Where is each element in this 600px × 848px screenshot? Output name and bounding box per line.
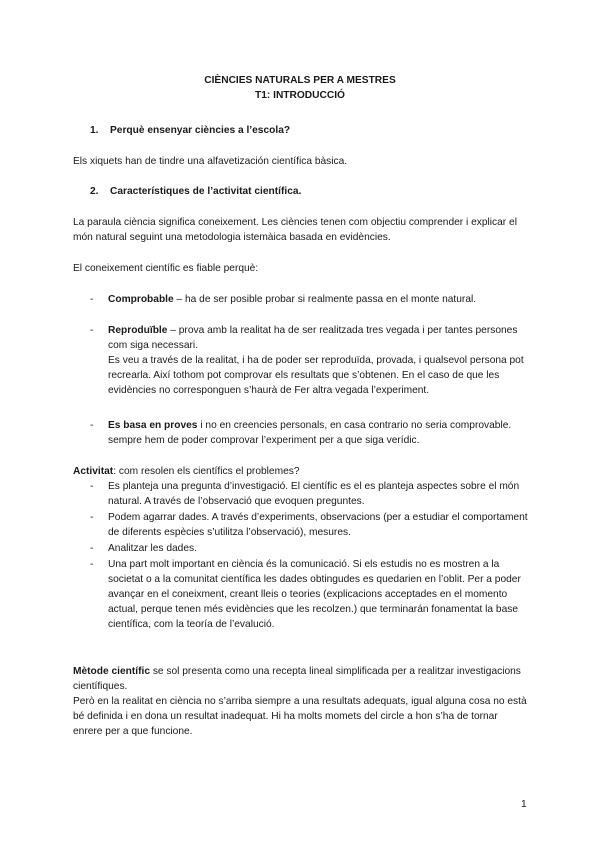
- metode-line-2: científiques.: [73, 681, 128, 692]
- activitat-text: avançar en el coneixment, creant lleis o teories (explicacions acceptades en el momento: [108, 589, 508, 600]
- metode-text: se sol presenta como una recepta lineal simplificada per a realitzar investigacions: [149, 666, 521, 677]
- metode-line-3: Però en la realitat en ciència no s’arriba siempre a una resultats adequats, igual alguna cosa no està: [73, 696, 527, 707]
- section-2-heading-text: Característiques de l’activitat científica.: [110, 186, 302, 197]
- list-dash: -: [90, 543, 94, 554]
- list-dash: -: [90, 420, 94, 431]
- feature-line: [108, 292, 538, 307]
- feature-text: – ha de ser posible probar si realmente passa en el monte natural.: [173, 294, 477, 305]
- feature-text: recrearla. Així tothom pot comprovar els resultats que s’obtenen. En el caso de que les: [108, 370, 500, 381]
- metode-term: Mètode científic: [73, 666, 150, 677]
- activitat-text: societat o a la comunitat científica les dades obtingudes es quedarien en l’oblit. Per a poder: [108, 574, 521, 585]
- metode-line-1: [73, 664, 531, 679]
- activitat-text: actual, perque tenen més evidències que les recolzen.) que terminarán fonamentat la base: [108, 604, 519, 615]
- activitat-label: Activitat: [73, 466, 114, 477]
- metode-line-4: bé definida i en dona un resultat inadequat. Hi ha molts momets del circle a hon s’ha de tornar: [73, 711, 498, 722]
- activitat-text: Es planteja una pregunta d’investigació. El científic es el es planteja aspectes sobre el món: [108, 481, 520, 492]
- activitat-text: de diferents espècies s’utilitza l’observació), mesures.: [108, 527, 351, 538]
- section-1-text: Els xiquets han de tindre una alfavetización científica bàsica.: [73, 156, 348, 167]
- list-dash: -: [90, 512, 94, 523]
- section-2-number: 2.: [90, 186, 99, 197]
- section-2-para-1-line-1: La paraula ciència significa coneixement. Les ciències tenen com objectiu comprender i explicar el: [73, 217, 517, 228]
- feature-text: com siga necessari.: [108, 340, 199, 351]
- list-dash: -: [90, 559, 94, 570]
- document-title: CIÈNCIES NATURALS PER A MESTRES: [204, 75, 396, 86]
- section-1-heading: [90, 123, 290, 138]
- feature-text: Es veu a través de la realitat, i ha de poder ser reproduïda, provada, i qualsevol persona pot: [108, 355, 524, 366]
- activitat-text: Una part molt important en ciència és la comunicació. Si els estudis no es mostren a la: [108, 559, 500, 570]
- section-1-heading-text: Perquè ensenyar ciències a l’escola?: [110, 125, 291, 136]
- feature-line: [108, 323, 538, 338]
- page-number: 1: [521, 799, 527, 810]
- activitat-question: : com resolen els científics el problemes?: [113, 466, 300, 477]
- activitat-heading: [73, 464, 531, 479]
- activitat-text: Analitzar les dades.: [108, 543, 197, 554]
- feature-text: evidències no corresponguen s’haurà de Fer altra vegada l’experiment.: [108, 385, 430, 396]
- feature-text: – prova amb la realitat ha de ser realitzada tres vegada i per tantes persones: [167, 325, 518, 336]
- feature-text: sempre hem de poder comprovar l’experiment per a que siga verídic.: [108, 435, 420, 446]
- section-2-para-1-line-2: món natural seguint una metodologia istemàica basada en evidències.: [73, 232, 391, 243]
- activitat-text: científica, com la teoría de l’evalució.: [108, 619, 275, 630]
- section-1-number: 1.: [90, 125, 99, 136]
- feature-term: Reproduïble: [108, 325, 168, 336]
- feature-term: Comprobable: [108, 294, 174, 305]
- activitat-text: natural. A través de l’observació que evoquen preguntes.: [108, 496, 365, 507]
- metode-line-5: enrere per a que funcione.: [73, 726, 193, 737]
- activitat-text: Podem agarrar dades. A través d’experiments, observacions (per a estudiar el comportament: [108, 512, 528, 523]
- feature-text: i no en creencies personals, en casa contrario no seria comprovable.: [197, 420, 512, 431]
- feature-term: Es basa en proves: [108, 420, 198, 431]
- list-dash: -: [90, 481, 94, 492]
- feature-line: [108, 418, 538, 433]
- list-dash: -: [90, 294, 94, 305]
- document-subtitle: T1: INTRODUCCIÓ: [255, 90, 345, 101]
- section-2-heading: [90, 184, 301, 199]
- list-dash: -: [90, 325, 94, 336]
- section-2-para-2: El coneixement científic es fiable perquè:: [73, 263, 259, 274]
